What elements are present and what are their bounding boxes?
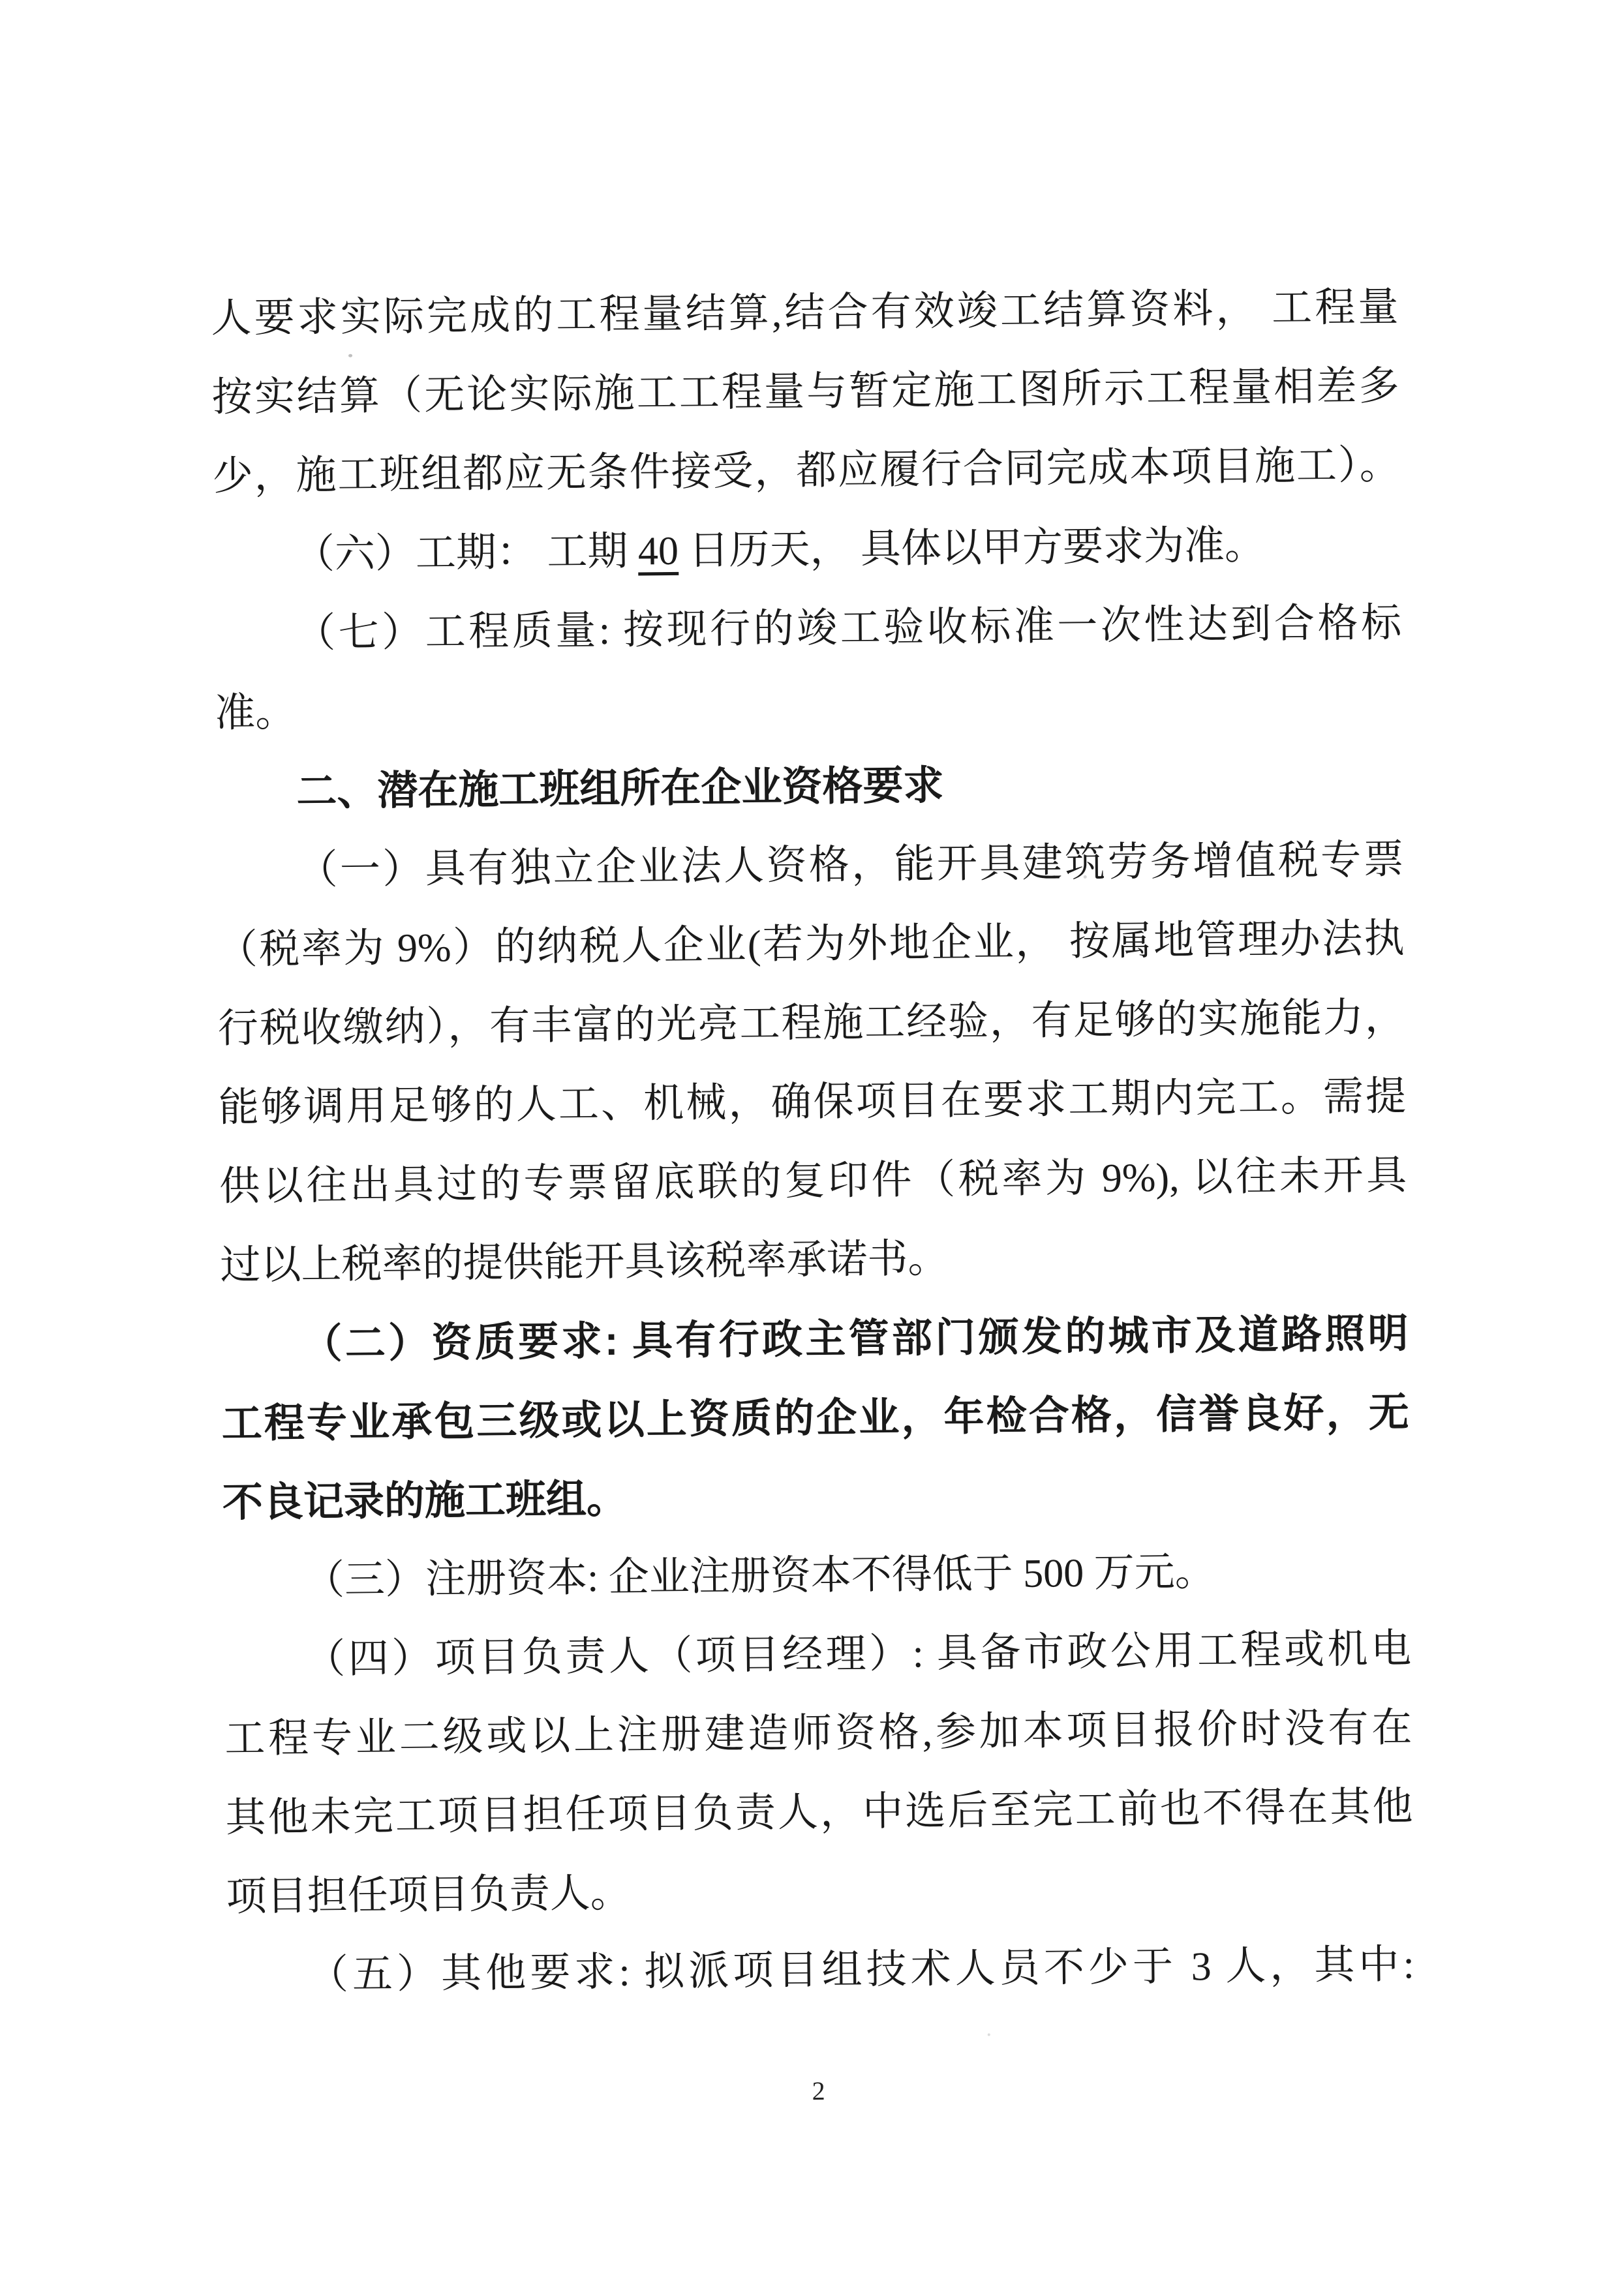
text-line: （七）工程质量: 按现行的竣工验收标准一次性达到合格标 [294,601,1402,656]
text-line: （税率为 9%）的纳税人企业(若为外地企业， 按属地管理办法执 [217,916,1405,973]
text-line: 不良记录的施工班组。 [222,1476,628,1526]
text-line: （二）资质要求: 具有行政主管部门颁发的城市及道路照明 [301,1311,1409,1367]
text-line: （四）项目负责人（项目经理）: 具备市政公用工程或机电 [304,1627,1412,1682]
page-number: 2 [812,2076,825,2106]
scan-speck [988,2033,990,2036]
underlined-value: 40 [637,528,679,574]
text-line: 其他未完工项目担任项目负责人，中选后至完工前也不得在其他 [225,1785,1413,1841]
text-line: 人要求实际完成的工程量结算,结合有效竣工结算资料， 工程量 [211,285,1399,341]
document-body [211,268,1414,2016]
text-line: 二、潜在施工班组所在企业资格要求 [296,763,944,815]
text-line: （六）工期： 工期 40 日历天， 具体以甲方要求为准。 [294,523,1266,577]
text-line: 按实结算（无论实际施工工程量与暂定施工图所示工程量相差多 [211,364,1399,420]
text-line: 准。 [214,690,296,736]
text-line: 工程专业二级或以上注册建造师资格,参加本项目报价时没有在 [224,1706,1412,1762]
text-line: 项目担任项目负责人。 [226,1871,632,1920]
text-line: （三）注册资本: 企业注册资本不得低于 500 万元。 [303,1550,1216,1603]
scan-speck [1084,875,1087,879]
text-line: 工程专业承包三级或以上资质的企业，年检合格，信誉良好，无 [221,1390,1409,1447]
text-line: （五）其他要求: 拟派项目组技术人员不少于 3 人，其中: [307,1942,1415,1998]
text-line: 过以上税率的提供能开具该税率承诺书。 [220,1236,949,1288]
text-line: （一）具有独立企业法人资格，能开具建筑劳务增值税专票 [297,838,1404,893]
text-line: 行税收缴纳），有丰富的光亮工程施工经验，有足够的实施能力， [217,995,1406,1051]
text-line: 少，施工班组都应无条件接受，都应履行合同完成本项目施工）。 [212,443,1401,499]
text-line: 能够调用足够的人工、机械，确保项目在要求工期内完工。需提 [218,1074,1407,1130]
scan-speck [348,354,352,357]
text-line: 供以往出具过的专票留底联的复印件（税率为 9%), 以往未开具 [219,1153,1407,1209]
